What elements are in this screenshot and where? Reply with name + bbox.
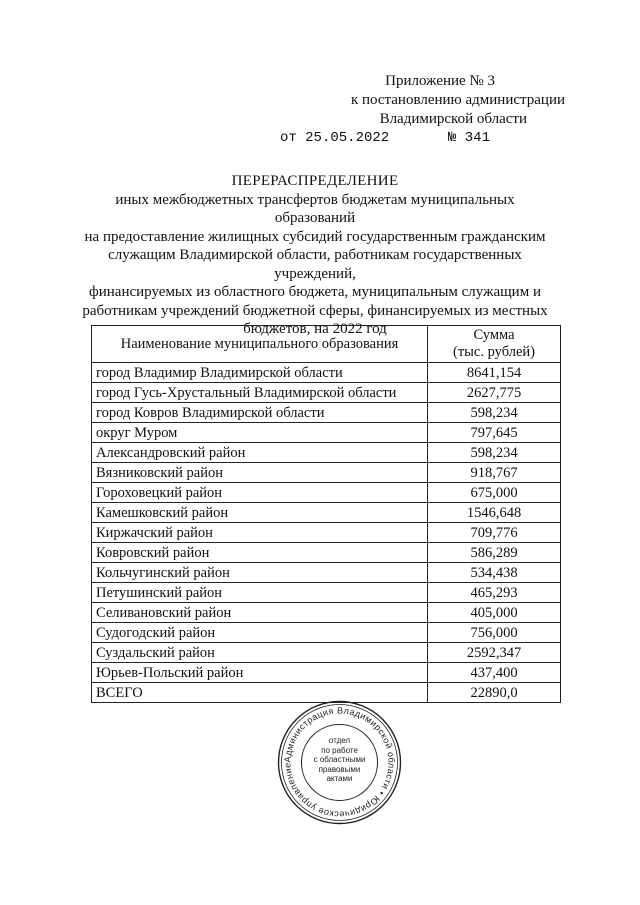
appendix-number: Приложение № 3 — [385, 73, 495, 89]
table-row — [92, 663, 561, 683]
table-row — [92, 563, 561, 583]
row-amount: 797,645 — [428, 423, 561, 443]
row-amount: 8641,154 — [428, 363, 561, 383]
appendix-header — [280, 72, 565, 148]
title-line: служащим Владимирской области, работникам государственных учреждений, — [108, 247, 522, 282]
row-name: округ Муром — [92, 423, 428, 443]
title-line: финансируемых из областного бюджета, муниципальным служащим и — [89, 284, 541, 300]
appendix-date-number: от 25.05.2022 № 341 — [279, 130, 490, 146]
table-row — [92, 603, 561, 623]
table-row — [92, 643, 561, 663]
stamp-line: отдел — [328, 736, 351, 745]
title-line: работникам учреждений бюджетной сферы, финансируемых из местных — [82, 302, 548, 319]
table-row — [92, 383, 561, 403]
row-amount: 534,438 — [428, 563, 561, 583]
row-amount: 586,289 — [428, 543, 561, 563]
row-amount: 2627,775 — [428, 383, 561, 403]
row-name: Селивановский район — [92, 603, 428, 623]
row-name: Вязниковский район — [92, 463, 428, 483]
row-name: Кольчугинский район — [92, 563, 428, 583]
table-header-row — [92, 326, 561, 363]
row-amount: 598,234 — [428, 443, 561, 463]
table-row — [92, 363, 561, 383]
row-amount: 598,234 — [428, 403, 561, 423]
header-name: Наименование муниципального образования — [92, 326, 428, 363]
row-name: Камешковский район — [92, 503, 428, 523]
header-sum-unit: (тыс. рублей) — [453, 344, 535, 360]
stamp-center-text — [309, 736, 370, 784]
row-amount: 2592,347 — [428, 643, 561, 663]
row-name: Александровский район — [92, 443, 428, 463]
appendix-reference: к постановлению администрации — [350, 92, 565, 108]
row-name: Ковровский район — [92, 543, 428, 563]
table-row — [92, 443, 561, 463]
table-row — [92, 403, 561, 423]
row-name: Судогодский район — [92, 623, 428, 643]
row-name: Петушинский район — [92, 583, 428, 603]
appendix-authority: Владимирской области — [379, 111, 527, 127]
stamp-line: с областными — [313, 755, 366, 764]
row-name: Киржачский район — [92, 523, 428, 543]
row-name: Юрьев-Польский район — [92, 663, 428, 683]
row-amount: 465,293 — [428, 583, 561, 603]
stamp-ring-text: Администрация Владимирской области • Юридическое управление — [282, 705, 397, 820]
table-row — [92, 463, 561, 483]
row-amount: 405,000 — [428, 603, 561, 623]
title-heading: ПЕРЕРАСПРЕДЕЛЕНИЕ — [231, 173, 399, 189]
header-sum — [428, 326, 561, 363]
row-amount: 675,000 — [428, 483, 561, 503]
header-sum-title: Сумма — [473, 327, 515, 343]
row-amount: 709,776 — [428, 523, 561, 543]
stamp-line: правовыми — [318, 764, 361, 774]
table-body — [92, 363, 561, 703]
table-row — [92, 543, 561, 563]
document-title — [80, 172, 550, 339]
total-amount: 22890,0 — [428, 683, 561, 703]
title-line: бюджетов, на 2022 год — [243, 321, 387, 337]
row-amount: 437,400 — [428, 663, 561, 683]
row-name: Гороховецкий район — [92, 483, 428, 503]
row-name: город Ковров Владимирской области — [92, 403, 428, 423]
row-name: город Владимир Владимирской области — [92, 363, 428, 383]
distribution-table — [91, 325, 561, 703]
row-name: Суздальский район — [92, 643, 428, 663]
official-stamp — [277, 700, 402, 825]
row-amount: 918,767 — [428, 463, 561, 483]
title-line: иных межбюджетных трансфертов бюджетам муниципальных образований — [115, 191, 515, 226]
row-amount: 1546,648 — [428, 503, 561, 523]
stamp-line: по работе — [321, 745, 358, 755]
table-row — [92, 483, 561, 503]
title-line: на предоставление жилищных субсидий государственным гражданским — [84, 228, 546, 245]
table-row — [92, 423, 561, 443]
stamp-line: актами — [326, 774, 353, 783]
table-row — [92, 503, 561, 523]
table-row — [92, 583, 561, 603]
row-name: город Гусь-Хрустальный Владимирской области — [92, 383, 428, 403]
table-row — [92, 623, 561, 643]
table-row — [92, 523, 561, 543]
row-amount: 756,000 — [428, 623, 561, 643]
total-label: ВСЕГО — [92, 683, 428, 703]
